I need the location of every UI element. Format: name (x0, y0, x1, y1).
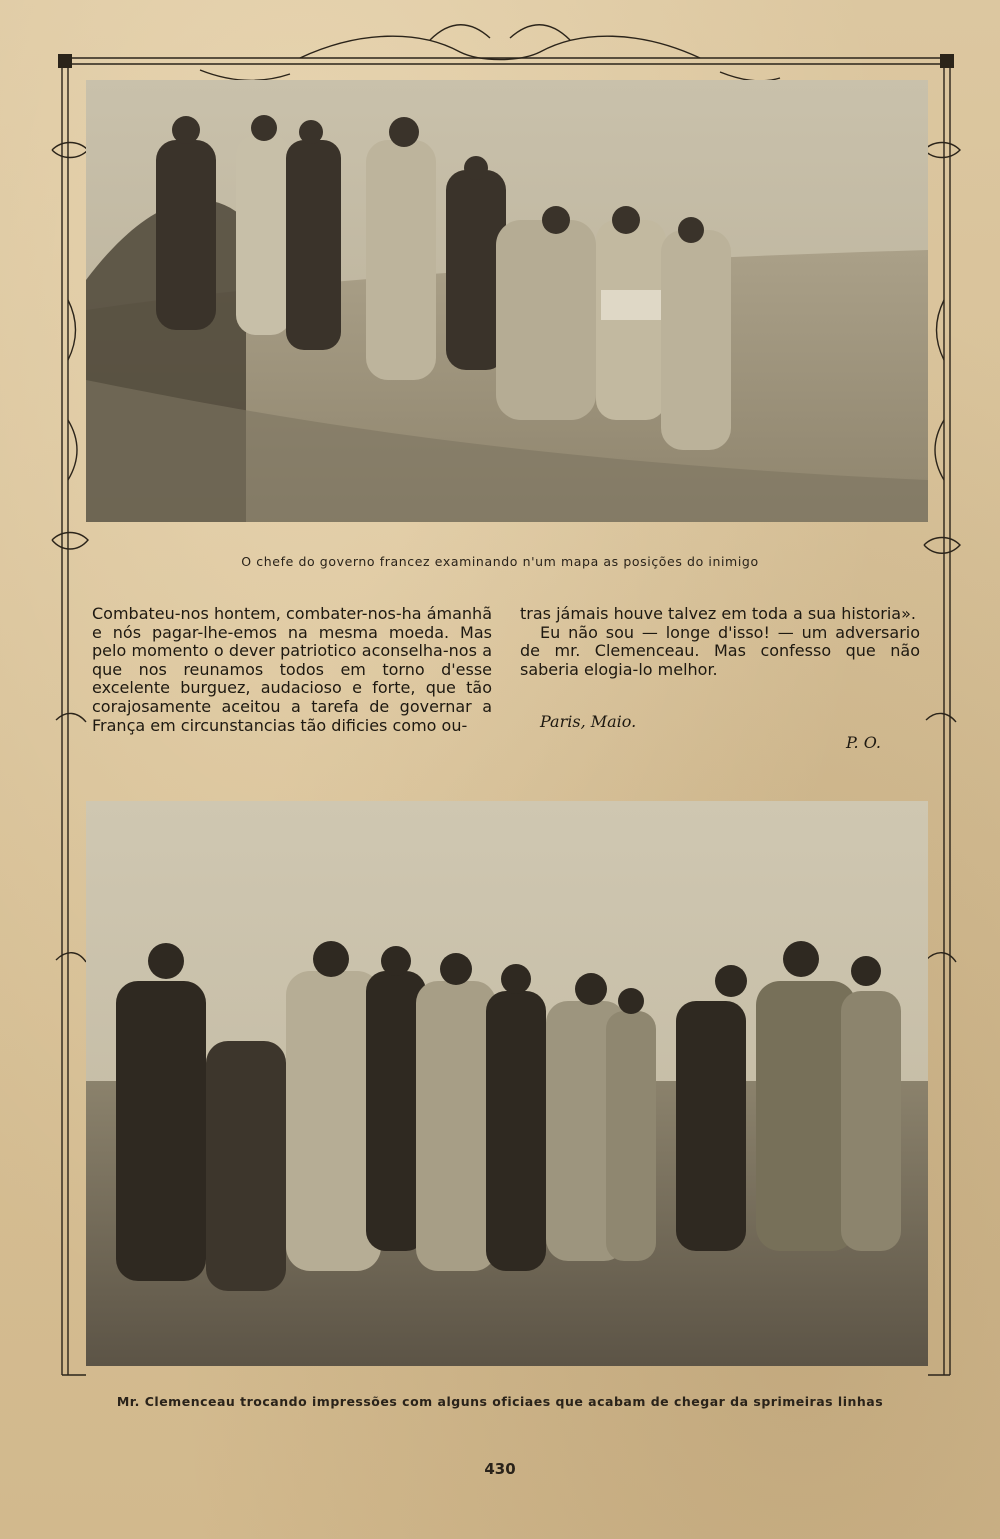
article-column-left (92, 605, 492, 735)
page-number: 430 (484, 1460, 516, 1478)
photo-caption-bottom: Mr. Clemenceau trocando impressões com alguns oficiaes que acabam de chegar da sprimeiras linhas (116, 1394, 884, 1409)
article-paragraph: tras jámais houve talvez em toda a sua historia». (520, 604, 916, 623)
author-signature: P. O. (846, 733, 881, 752)
photo-clemenceau-with-officers (86, 801, 928, 1366)
place-date: Paris, Maio. (540, 712, 637, 731)
photo-caption-top: O chefe do governo francez examinando n'um mapa as posições do inimigo (241, 554, 759, 569)
article-paragraph: Combateu-nos hontem, combater-nos-ha ámanhã e nós pagar-lhe-emos na mesma moeda. Mas pelo momento o dever patriotico aconselha-nos a que nos reunamos todos em torno d'esse excelente burguez, audacioso e forte, que tão corajosamente aceitou a tarefa de governar a França em circunstancias tão dificies como ou- (92, 604, 492, 735)
article-paragraph: Eu não sou — longe d'isso! — um adversario de mr. Clemenceau. Mas confesso que não saberia elogia-lo melhor. (520, 622, 920, 679)
photo-officers-examining-map (86, 80, 928, 522)
article-column-right (520, 605, 920, 679)
